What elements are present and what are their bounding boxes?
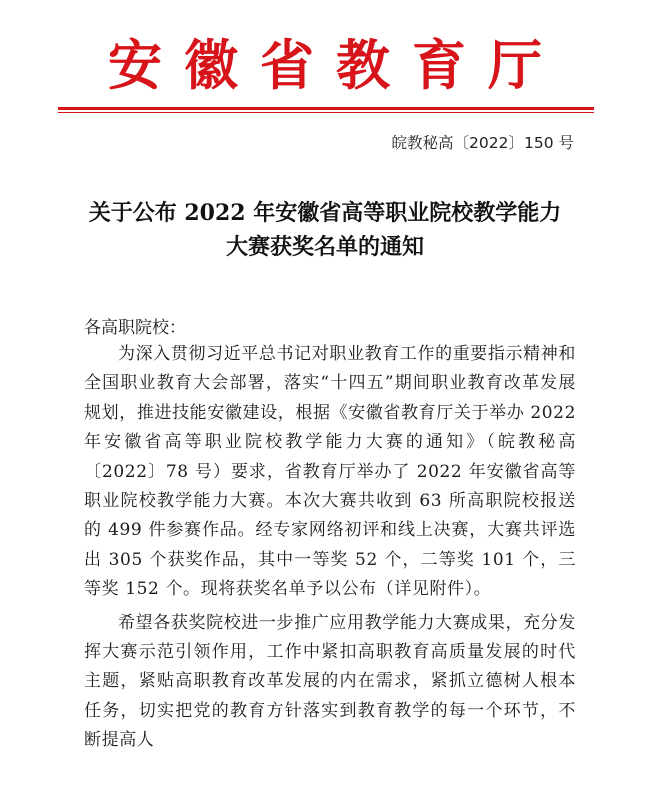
body-text <box>84 340 576 756</box>
notice-title-line-1: 关于公布 2022 年安徽省高等职业院校教学能力 <box>88 200 562 226</box>
masthead-rule-thin <box>58 112 594 113</box>
salutation: 各高职院校： <box>84 318 186 338</box>
masthead-title: 安徽省教育厅 <box>108 33 564 97</box>
document-number: 皖教秘高〔2022〕150 号 <box>391 134 574 152</box>
notice-title <box>40 196 610 264</box>
masthead-rule-thick <box>58 107 594 110</box>
paragraph-2: 希望各获奖院校进一步推广应用教学能力大赛成果，充分发挥大赛示范引领作用，工作中紧扣高职教育高质量发展的时代主题，紧贴高职教育改革发展的内在需求，紧抓立德树人根本任务，切实把党的教育方针落实到教育教学的每一个环节，不断提高人 <box>84 612 576 751</box>
notice-title-line-2: 大赛获奖名单的通知 <box>225 234 424 260</box>
paragraph-1: 为深入贯彻习近平总书记对职业教育工作的重要指示精神和全国职业教育大会部署，落实“十四五”期间职业教育改革发展规划，推进技能安徽建设，根据《安徽省教育厅关于举办 2022 年安徽省高等职业院校教学能力大赛的通知》（皖教秘高〔2022〕78 号）要求，省教育厅举办了 2022 年安徽省高等职业院校教学能力大赛。本次大赛共收到 63 所高职院校报送的 499 件参赛作品。经专家网络初评和线上决赛，大赛共评选出 305 个获奖作品，其中一等奖 52 个，二等奖 101 个，三等奖 152 个。现将获奖名单予以公布（详见附件）。 <box>84 344 576 600</box>
